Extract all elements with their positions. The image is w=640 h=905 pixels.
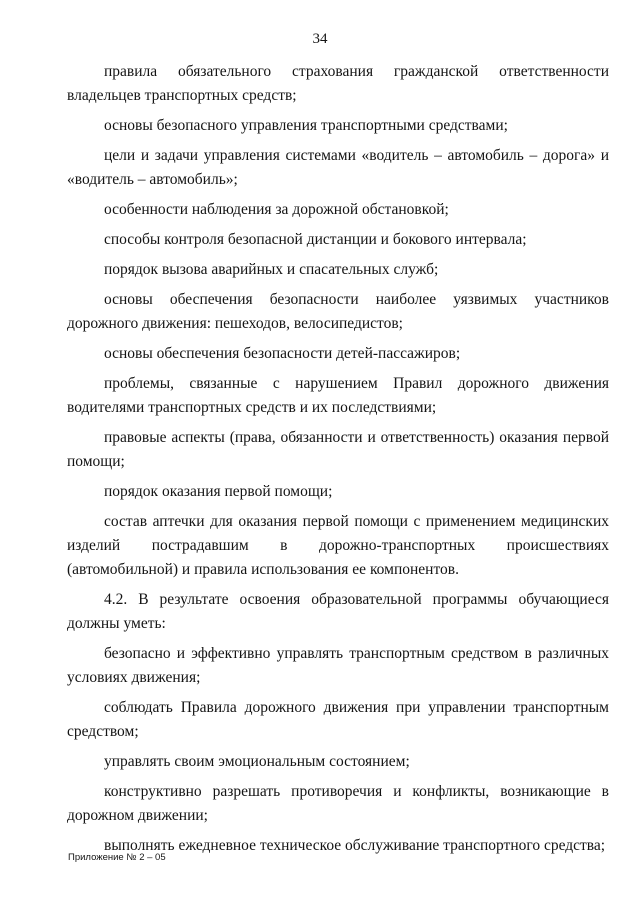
- paragraph-6: порядок вызова аварийных и спасательных служб;: [104, 261, 439, 278]
- paragraph-18: выполнять ежедневное техническое обслуживание транспортного средства;: [104, 837, 606, 854]
- paragraph-13: 4.2. В результате освоения образовательной программы обучающиеся должны уметь:: [67, 591, 609, 632]
- paragraph-4: особенности наблюдения за дорожной обстановкой;: [104, 201, 449, 218]
- paragraph-11: порядок оказания первой помощи;: [104, 483, 333, 500]
- paragraph-14: безопасно и эффективно управлять транспортным средством в различных условиях движения;: [67, 645, 609, 686]
- paragraph-5: способы контроля безопасной дистанции и бокового интервала;: [104, 231, 527, 248]
- document-body: [67, 60, 609, 864]
- paragraph-15: соблюдать Правила дорожного движения при управлении транспортным средством;: [67, 699, 609, 740]
- paragraph-7: основы обеспечения безопасности наиболее уязвимых участников дорожного движения: пешеходов, велосипедистов;: [67, 291, 609, 332]
- paragraph-16: управлять своим эмоциональным состоянием;: [104, 753, 410, 770]
- paragraph-3: цели и задачи управления системами «водитель – автомобиль – дорога» и «водитель – автомобиль»;: [67, 147, 609, 188]
- paragraph-12: состав аптечки для оказания первой помощи с применением медицинских изделий пострадавшим в дорожно-транспортных происшествиях (автомобильной) и правила использования ее компонентов.: [67, 513, 609, 578]
- page-number: 34: [312, 31, 328, 47]
- paragraph-8: основы обеспечения безопасности детей-пассажиров;: [104, 345, 461, 362]
- paragraph-9: проблемы, связанные с нарушением Правил дорожного движения водителями транспортных средств и их последствиями;: [67, 375, 609, 416]
- paragraph-1: правила обязательного страхования гражданской ответственности владельцев транспортных средств;: [67, 63, 609, 104]
- page-footer: Приложение № 2 – 05: [68, 852, 166, 863]
- paragraph-2: основы безопасного управления транспортными средствами;: [104, 117, 508, 134]
- paragraph-10: правовые аспекты (права, обязанности и ответственность) оказания первой помощи;: [67, 429, 609, 470]
- paragraph-17: конструктивно разрешать противоречия и конфликты, возникающие в дорожном движении;: [67, 783, 609, 824]
